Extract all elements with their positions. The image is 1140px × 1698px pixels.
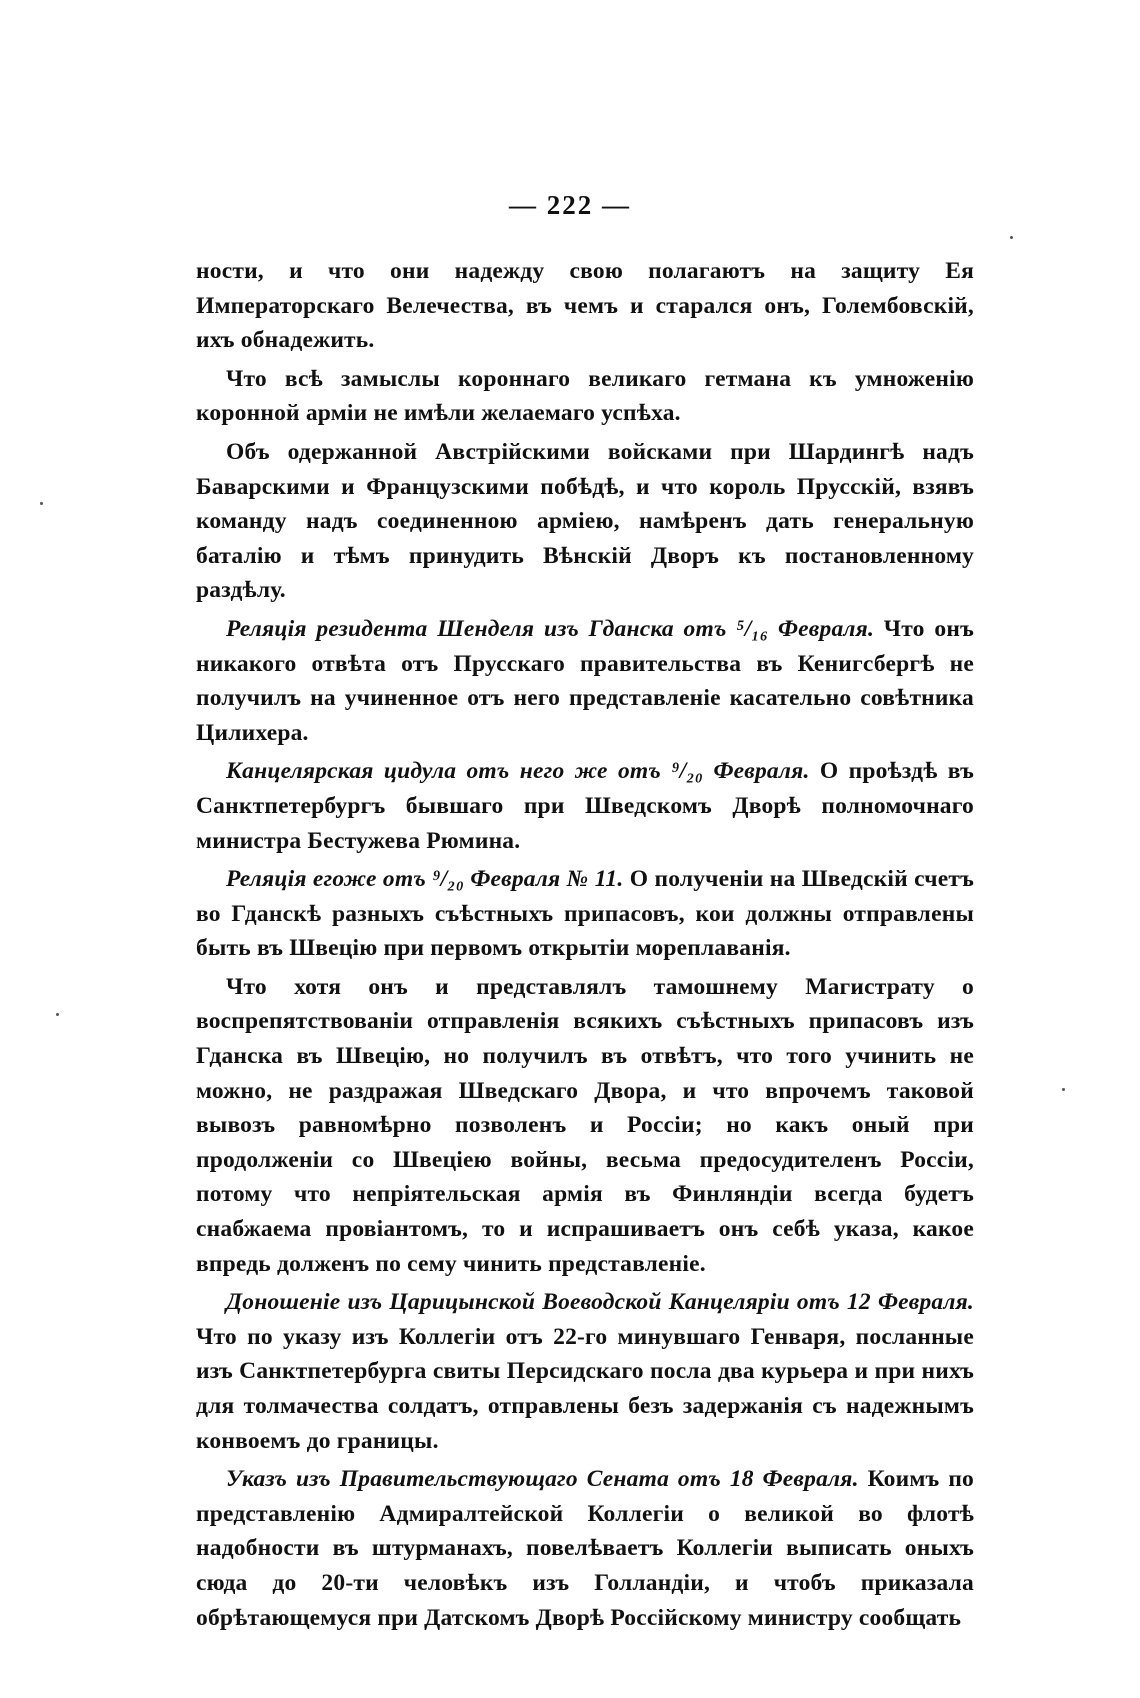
paragraph-text: Что по указу изъ Коллегіи отъ 22-го минувшаго Генваря, посланные изъ Санктпетербурга свиты Персидскаго посла два курьера и при нихъ для толмачества солдатъ, отправлены безъ задержанія съ надежнымъ конвоемъ до границы. [196, 1323, 974, 1454]
entry-heading: Указъ изъ Правительствующаго Сената отъ 18 Февраля. [226, 1466, 859, 1493]
paragraph-text: Объ одержанной Австрійскими войсками при Шардингѣ надъ Баварскими и Французскими побѣдѣ, и что король Прусскій, взявъ команду надъ соединенною арміею, намѣренъ дать генеральную баталію и тѣмъ принудить Вѣнскій Дворъ къ постановленному раздѣлу. [196, 438, 974, 604]
paragraph-chancery-note [196, 754, 974, 858]
paragraph-text: Что хотя онъ и представлялъ тамошнему Магистрату о воспрепятствованіи отправленія всякихъ съѣстныхъ припасовъ изъ Гданска въ Швецію, но получилъ въ отвѣтъ, что того учинить не можно, не раздражая Шведскаго Двора, и что впрочемъ таковой вывозъ равномѣрно позволенъ и Россіи; но какъ оный при продолженіи со Швеціею войны, весьма предосудителенъ Россіи, потому что непріятельская армія въ Финляндіи всегда будетъ снабжаема провіантомъ, то и испрашиваетъ онъ себѣ указа, какое впредь долженъ по сему чинить представленіе. [196, 973, 974, 1277]
paragraph-text: Коимъ по представленію Адмиралтейской Коллегіи о великой во флотѣ надобности въ штурманахъ, повелѣваетъ Коллегіи выписать оныхъ сюда до 20-ти человѣкъ изъ Голландіи, и чтобъ приказала обрѣтающемуся при Датскомъ Дворѣ Россійскому министру сообщать [196, 1466, 975, 1631]
entry-heading: Реляція резидента Шенделя изъ Гданска отъ ⁵/₁₆ Февраля. [226, 615, 875, 642]
paragraph-continuation [196, 254, 974, 358]
paragraph [196, 362, 974, 431]
paragraph-relation-shendel [196, 612, 974, 750]
paragraph-text: Что всѣ замыслы короннаго великаго гетмана къ умноженію коронной арміи не имѣли желаемаго успѣха. [196, 365, 974, 427]
scan-speck [56, 1013, 59, 1016]
text-body [196, 254, 974, 1639]
paragraph-tsaritsyn-report [196, 1285, 974, 1458]
paragraph-text: О полученіи на Шведскій счетъ во Гданскѣ разныхъ съѣстныхъ припасовъ, кои должны отправлены быть въ Швецію при первомъ открытіи мореплаванія. [196, 866, 974, 962]
paragraph-relation-11 [196, 862, 974, 966]
paragraph-text: ности, и что они надежду свою полагаютъ на защиту Ея Императорскаго Велечества, въ чемъ и старался онъ, Голембовскій, ихъ обнадежить. [196, 258, 974, 354]
paragraph-text: О проѣздѣ въ Санктпетербургъ бывшаго при Шведскомъ Дворѣ полномочнаго министра Бестужева Рюмина. [196, 758, 975, 854]
entry-heading: Канцелярская цидула отъ него же отъ ⁹/₂₀ Февраля. [226, 758, 810, 785]
scan-speck [1062, 1088, 1065, 1091]
page-number: — 222 — [509, 190, 631, 220]
paragraph-senate-decree [196, 1462, 974, 1635]
entry-heading: Доношеніе изъ Царицынской Воеводской Канцеляріи отъ 12 Февраля. [226, 1289, 974, 1316]
scan-speck [40, 502, 43, 505]
paragraph [196, 970, 974, 1281]
paragraph-text: Что онъ никакого отвѣта отъ Прусскаго правительства въ Кенигсбергѣ не получилъ на учиненное отъ него представленіе касательно совѣтника Цилихера. [196, 615, 974, 746]
entry-heading: Реляція егоже отъ ⁹/₂₀ Февраля № 11. [226, 866, 624, 893]
paragraph [196, 435, 974, 608]
scan-speck [1010, 236, 1013, 239]
